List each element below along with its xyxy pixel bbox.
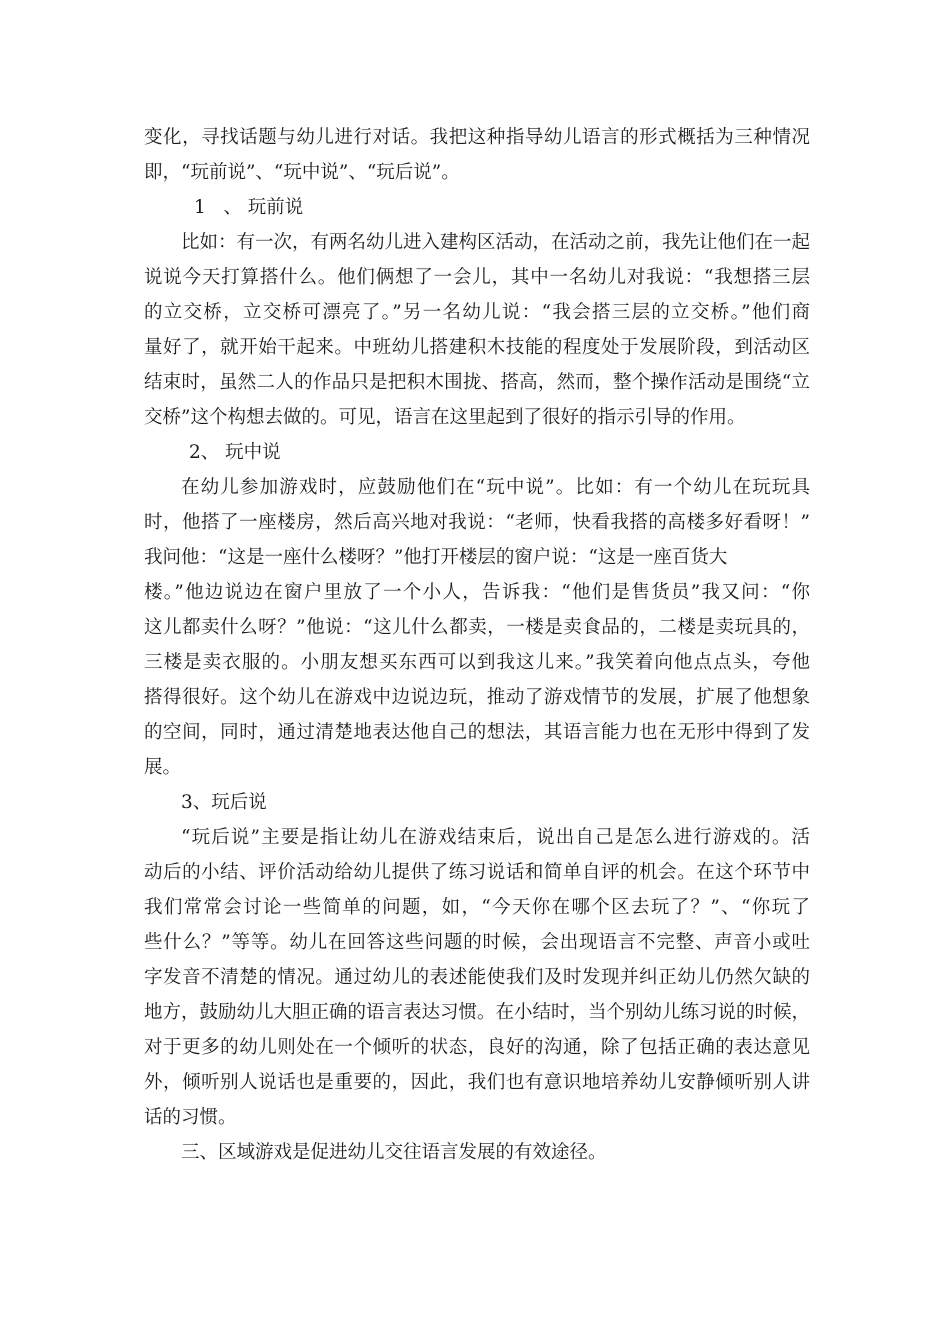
text-line: 3、玩后说 — [181, 792, 267, 813]
text-line: 展。 — [144, 757, 182, 778]
text-line: 我们常常会讨论一些简单的问题，如，“今天你在哪个区去玩了？”、“你玩了 — [144, 897, 810, 918]
text-line: 量好了，就开始干起来。中班幼儿搭建积木技能的程度处于发展阶段，到活动区 — [144, 337, 810, 358]
text-line: 对于更多的幼儿则处在一个倾听的状态，良好的沟通，除了包括正确的表达意见 — [144, 1037, 810, 1058]
text-line: 三楼是卖衣服的。小朋友想买东西可以到我这儿来。”我笑着向他点点头，夸他 — [144, 652, 810, 673]
text-line: 在幼儿参加游戏时，应鼓励他们在“玩中说”。比如：有一个幼儿在玩玩具 — [181, 477, 810, 498]
text-line: “玩后说”主要是指让幼儿在游戏结束后，说出自己是怎么进行游戏的。活 — [181, 827, 810, 848]
text-line: 交桥”这个构想去做的。可见，语言在这里起到了很好的指示引导的作用。 — [144, 407, 746, 428]
text-line: 话的习惯。 — [144, 1107, 237, 1128]
text-line: 的空间，同时，通过清楚地表达他自己的想法，其语言能力也在无形中得到了发 — [144, 722, 810, 743]
text-line: 时，他搭了一座楼房，然后高兴地对我说：“老师，快看我搭的高楼多好看呀！” — [144, 512, 810, 533]
text-line: 楼。”他边说边在窗户里放了一个小人，告诉我：“他们是售货员”我又问：“你 — [144, 582, 810, 603]
body-text — [144, 120, 810, 1170]
text-line: 三、区域游戏是促进幼儿交往语言发展的有效途径。 — [181, 1142, 607, 1163]
text-line: 字发音不清楚的情况。通过幼儿的表述能使我们及时发现并纠正幼儿仍然欠缺的 — [144, 967, 810, 988]
text-line: 我问他：“这是一座什么楼呀？”他打开楼层的窗户说：“这是一座百货大 — [144, 547, 728, 568]
text-line: 结束时，虽然二人的作品只是把积木围拢、搭高，然而，整个操作活动是围绕“立 — [144, 372, 810, 393]
text-line: 即，“玩前说”、“玩中说”、“玩后说”。 — [144, 162, 460, 183]
text-line: 2、 玩中说 — [189, 442, 281, 463]
text-line: 些什么？”等等。幼儿在回答这些问题的时候，会出现语言不完整、声音小或吐 — [144, 932, 810, 953]
text-line: 比如：有一次，有两名幼儿进入建构区活动，在活动之前，我先让他们在一起 — [181, 232, 811, 253]
text-line: 的立交桥，立交桥可漂亮了。”另一名幼儿说：“我会搭三层的立交桥。”他们商 — [144, 302, 810, 323]
text-line: 这儿都卖什么呀？”他说：“这儿什么都卖，一楼是卖食品的，二楼是卖玩具的， — [144, 617, 810, 638]
text-line: 说说今天打算搭什么。他们俩想了一会儿，其中一名幼儿对我说：“我想搭三层 — [144, 267, 810, 288]
text-line: 外，倾听别人说话也是重要的，因此，我们也有意识地培养幼儿安静倾听别人讲 — [144, 1072, 810, 1093]
text-line: 地方，鼓励幼儿大胆正确的语言表达习惯。在小结时，当个别幼儿练习说的时候， — [144, 1002, 811, 1023]
text-line: 1 、 玩前说 — [194, 197, 304, 218]
text-line: 变化，寻找话题与幼儿进行对话。我把这种指导幼儿语言的形式概括为三种情况 — [144, 127, 810, 148]
text-line: 动后的小结、评价活动给幼儿提供了练习说话和简单自评的机会。在这个环节中 — [144, 862, 810, 883]
text-line: 搭得很好。这个幼儿在游戏中边说边玩，推动了游戏情节的发展，扩展了他想象 — [144, 687, 810, 708]
